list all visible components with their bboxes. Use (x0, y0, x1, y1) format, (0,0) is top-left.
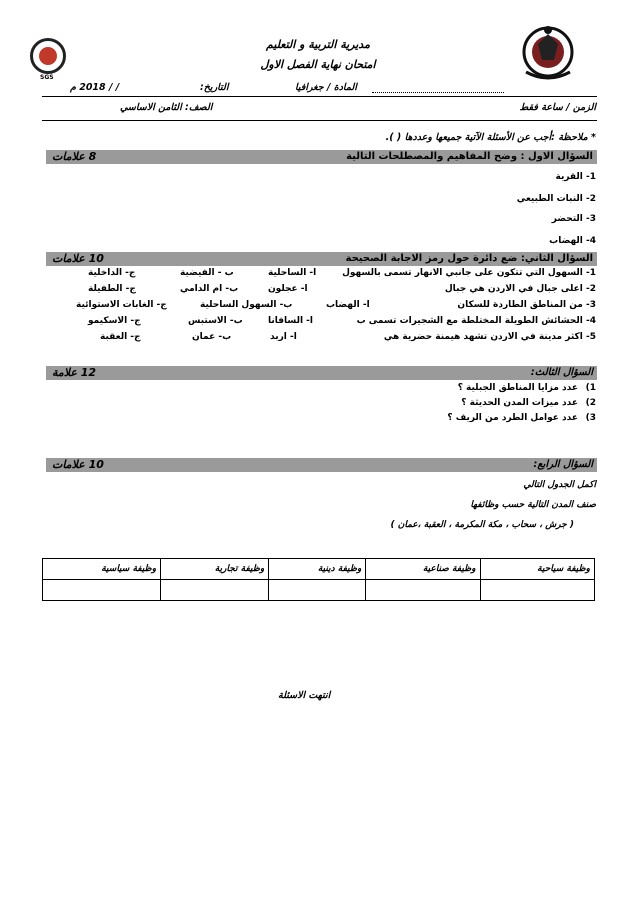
q3-item-number: 2) (585, 398, 596, 408)
q4-instruction: اكمل الجدول التالي (523, 480, 596, 490)
q2-question: 1- السهول التي تتكون على جانبي الانهار تسمى بالسهول (342, 268, 596, 278)
q3-item: عدد عوامل الطرد من الريف ؟ (447, 413, 578, 423)
sgs-label: SGS (40, 74, 54, 81)
date-value: / / 2018 م (70, 82, 120, 93)
exam-title: امتحان نهاية الفصل الاول (260, 58, 376, 71)
q4-title: السؤال الرابع: (533, 459, 593, 470)
q2-option-b: ب - الفيضية (180, 268, 234, 278)
q2-title: السؤال الثاني: ضع دائرة حول رمز الاجابة الصحيحة (345, 253, 593, 264)
table-header-cell: وظيفة تجارية (161, 559, 269, 580)
q1-item: 3- التحضر (551, 214, 596, 224)
header-rule-bottom (42, 120, 597, 121)
table-header-cell: وظيفة سياسية (43, 559, 161, 580)
note-text: * ملاحظة :أجب عن الأسئلة الآتية جميعها وعددها ( ). (385, 132, 596, 143)
table-cell[interactable] (480, 580, 594, 601)
q3-item-number: 3) (585, 413, 596, 423)
table-header-row (43, 559, 595, 580)
q2-option-a: ا- السافانا (268, 316, 313, 326)
table-header-cell: وظيفة صناعية (366, 559, 480, 580)
header-rule-top (42, 96, 597, 97)
q2-option-c: ج- العقبة (100, 332, 141, 342)
subject-label: المادة / جغرافيا (295, 82, 357, 93)
q3-item: عدد ميزات المدن الحديثة ؟ (461, 398, 578, 408)
q2-option-b: ب- السهول الساحلية (200, 300, 293, 310)
q2-header (46, 252, 597, 266)
q2-option-a: ا- اربد (270, 332, 297, 342)
q4-cities: ( جرش ، سحاب ، مكة المكرمة ، العقبة ،عمان ) (390, 520, 574, 530)
grade-label: الصف: الثامن الاساسي (120, 102, 213, 113)
q1-header (46, 150, 597, 164)
logo-mark-icon (39, 47, 57, 65)
quality-logo (30, 38, 66, 74)
q2-option-c: ج- الداخلية (88, 268, 136, 278)
q4-instruction: صنف المدن التالية حسب وظائفها (470, 500, 596, 510)
q2-option-a: ا- الساحلية (268, 268, 317, 278)
table-cell[interactable] (161, 580, 269, 601)
functions-table (42, 558, 595, 601)
q2-option-a: ا- الهضاب (326, 300, 370, 310)
table-row (43, 580, 595, 601)
q3-item-number: 1) (585, 383, 596, 393)
q1-item: 1- القرية (555, 172, 596, 182)
end-of-questions: انتهت الاسئلة (278, 690, 331, 701)
q2-option-c: ج- الاسكيمو (88, 316, 141, 326)
q1-title: السؤال الاول : وضح المفاهيم والمصطلحات التالية (346, 151, 593, 162)
table-header-cell: وظيفة دينية (269, 559, 366, 580)
q2-marks: 10 علامات (52, 252, 104, 265)
q2-option-b: ب- الاستبس (188, 316, 243, 326)
q2-option-b: ب- ام الدامي (180, 284, 239, 294)
q4-header (46, 458, 597, 472)
date-label: التاريخ: (200, 82, 229, 93)
time-label: الزمن / ساعة فقط (519, 102, 596, 113)
q3-item: عدد مزايا المناطق الجبلية ؟ (457, 383, 578, 393)
q4-marks: 10 علامات (52, 458, 104, 471)
table-cell[interactable] (43, 580, 161, 601)
q3-marks: 12 علامة (52, 366, 97, 379)
q2-question: 4- الحشائش الطويلة المختلطة مع الشجيرات تسمى ب (356, 316, 596, 326)
q2-question: 3- من المناطق الطاردة للسكان (457, 300, 596, 310)
q3-title: السؤال الثالث: (530, 367, 593, 378)
q1-item: 4- الهضاب (549, 236, 596, 246)
q1-marks: 8 علامات (52, 150, 97, 163)
q2-option-c: ج- الطفيلة (88, 284, 136, 294)
table-header-cell: وظيفة سياحية (480, 559, 594, 580)
q2-question: 2- اعلى جبال في الاردن هي جبال (444, 284, 596, 294)
q2-question: 5- اكثر مدينة في الاردن تشهد هيمنة حضرية هي (383, 332, 596, 342)
q2-option-b: ب- عمان (192, 332, 232, 342)
name-dotted-line (372, 92, 504, 93)
q3-header (46, 366, 597, 380)
table-cell[interactable] (366, 580, 480, 601)
table-cell[interactable] (269, 580, 366, 601)
q2-option-c: ج- الغابات الاستوائية (76, 300, 167, 310)
q2-option-a: ا- عجلون (268, 284, 308, 294)
q1-item: 2- النبات الطبيعي (516, 194, 596, 204)
directorate-title: مديرية التربية و التعليم (266, 38, 370, 51)
jordan-crest-icon (512, 22, 584, 86)
